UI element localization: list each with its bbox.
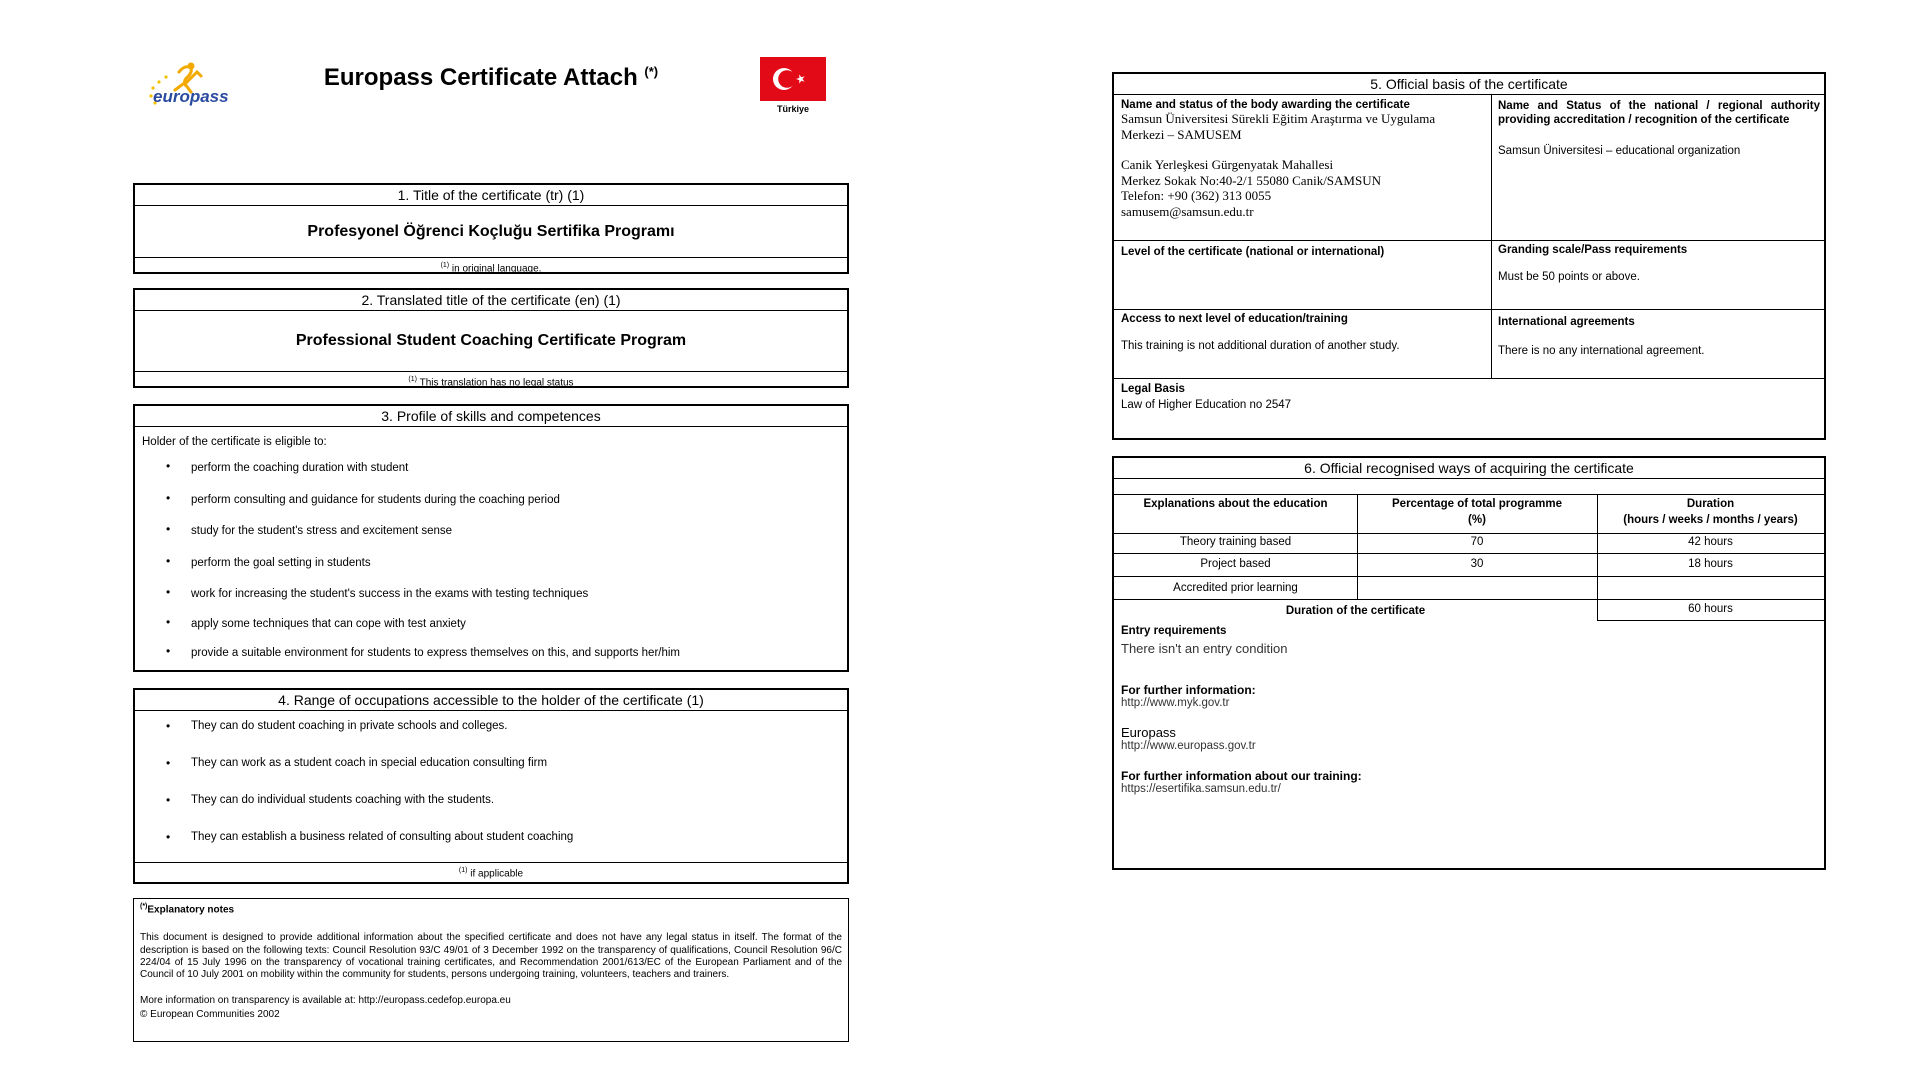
entry-requirements-label: Entry requirements — [1121, 625, 1227, 637]
footnote-mark: (1) — [408, 376, 417, 383]
access-label: Access to next level of education/training — [1121, 313, 1348, 325]
table-cell-percentage: 30 — [1470, 558, 1484, 570]
country-name: Türkiye — [776, 104, 809, 114]
awarding-body-name-line2: Merkezi – SAMUSEM — [1121, 126, 1242, 142]
list-item: • They can do individual students coaching with the students. — [135, 793, 847, 830]
notes-heading — [140, 903, 842, 915]
table-cell-duration: 18 hours — [1688, 558, 1733, 570]
notes-more-info: More information on transparency is available at: http://europass.cedefop.europa.eu — [140, 994, 511, 1006]
list-item: • provide a suitable environment for students to express themselves on this, and supports her/him — [135, 644, 847, 674]
agreements-label: International agreements — [1498, 316, 1635, 328]
section-footnote — [135, 257, 847, 275]
awarding-body-label: Name and status of the body awarding the certificate — [1121, 99, 1410, 111]
title-footnote-mark: (*) — [644, 64, 659, 79]
column-header-explanation: Explanations about the education — [1143, 498, 1328, 510]
legal-basis-cell — [1121, 383, 1821, 411]
list-item: • apply some techniques that can cope with test anxiety — [135, 615, 847, 645]
europass-info — [1121, 725, 1821, 752]
total-duration-value: 60 hours — [1688, 603, 1733, 615]
section-footnote — [135, 371, 847, 389]
section-original-title — [133, 183, 849, 274]
address-line1: Canik Yerleşkesi Gürgenyatak Mahallesi — [1121, 157, 1334, 172]
table-cell-percentage: 70 — [1470, 536, 1484, 548]
original-title: Profesyonel Öğrenci Koçluğu Sertifika Programı — [307, 223, 675, 240]
notes-heading-text: Explanatory notes — [147, 904, 235, 916]
section-heading: 4. Range of occupations accessible to the holder of the certificate (1) — [135, 690, 847, 711]
column-header-percentage — [1357, 496, 1597, 528]
copyright: © European Communities 2002 — [140, 1008, 280, 1020]
footnote-mark: (1) — [458, 867, 468, 874]
occupations-list — [135, 711, 847, 862]
column-header-line: (%) — [1468, 514, 1486, 526]
section-heading: 6. Official recognised ways of acquiring the certificate — [1114, 458, 1824, 479]
email: samusem@samsun.edu.tr — [1121, 203, 1254, 219]
table-cell-explanation: Accredited prior learning — [1173, 582, 1298, 594]
skills-intro: Holder of the certificate is eligible to: — [142, 436, 327, 448]
level-cell — [1121, 246, 1486, 258]
training-info-link[interactable]: https://esertifika.samsun.edu.tr/ — [1121, 783, 1281, 795]
further-info — [1121, 683, 1821, 709]
list-item: • perform the coaching duration with student — [135, 459, 847, 491]
column-header-duration — [1597, 496, 1824, 528]
divider — [1114, 378, 1824, 379]
section-official-basis — [1112, 72, 1826, 440]
europass-link[interactable]: http://www.europass.gov.tr — [1121, 740, 1256, 752]
authority-label: Name and Status of the national / regional authority providing accreditation / recognition of the certificate — [1498, 100, 1820, 126]
column-header-line: (hours / weeks / months / years) — [1623, 514, 1798, 526]
access-value: This training is not additional duration of another study. — [1121, 340, 1400, 352]
divider — [1114, 576, 1824, 577]
grading-label: Granding scale/Pass requirements — [1498, 244, 1688, 256]
list-item: • work for increasing the student's success in the exams with testing techniques — [135, 585, 847, 615]
divider — [1491, 95, 1492, 378]
section-heading: 3. Profile of skills and competences — [135, 406, 847, 427]
section-acquiring-ways — [1112, 456, 1826, 870]
table-cell-explanation: Project based — [1200, 558, 1271, 570]
footnote-text: This translation has no legal status — [416, 377, 574, 389]
document-header — [133, 52, 849, 130]
access-cell — [1121, 313, 1486, 352]
further-info-link[interactable]: http://www.myk.gov.tr — [1121, 697, 1230, 709]
section-heading: 5. Official basis of the certificate — [1114, 74, 1824, 95]
footnote-text: if applicable — [467, 868, 524, 880]
explanatory-notes — [133, 898, 849, 1042]
list-item: • They can work as a student coach in special education consulting firm — [135, 756, 847, 793]
divider — [1114, 553, 1824, 554]
agreements-cell — [1498, 316, 1820, 357]
table-cell-explanation: Theory training based — [1179, 536, 1292, 548]
total-duration-label: Duration of the certificate — [1285, 605, 1426, 617]
training-info-label: For further information about our training: — [1121, 769, 1362, 783]
training-info — [1121, 769, 1821, 795]
entry-requirements — [1121, 625, 1821, 656]
table-cell-duration: 42 hours — [1688, 536, 1733, 548]
agreements-value: There is no any international agreement. — [1498, 345, 1705, 357]
section-heading: 1. Title of the certificate (tr) (1) — [135, 185, 847, 206]
certificate-attach-page — [133, 52, 849, 1020]
list-item: • They can establish a business related of consulting about student coaching — [135, 830, 847, 867]
entry-requirements-value: There isn't an entry condition — [1121, 641, 1288, 656]
legal-basis-value: Law of Higher Education no 2547 — [1121, 399, 1292, 411]
column-header-line: Duration — [1686, 498, 1735, 510]
divider — [1597, 620, 1824, 621]
section-translated-title — [133, 288, 849, 388]
skills-list — [135, 459, 847, 674]
notes-body: This document is designed to provide additional information about the specified certificate and does not have any legal status in itself. The format of the description is based on the following texts: Council Resolution 93/C 49/01 of 3 December 1992 on the transparency of qualifications, Council Resolution 96/C 224/04 of 15 July 1996 on the transparency of vocational training certificates, and Recommendation 2001/613/EC of the European Parliament and of the Council of 10 July 2001 on mobility within the community for students, persons undergoing training, volunteers, teachers and trainers. — [140, 932, 842, 981]
list-item: • study for the student's stress and excitement sense — [135, 522, 847, 554]
turkey-flag-icon — [760, 57, 826, 101]
level-label: Level of the certificate (national or international) — [1121, 246, 1385, 258]
awarding-body-cell — [1121, 99, 1486, 219]
phone: Telefon: +90 (362) 313 0055 — [1121, 188, 1272, 203]
country-flag — [760, 57, 826, 114]
list-item: • perform the goal setting in students — [135, 554, 847, 586]
translated-title: Professional Student Coaching Certificate Program — [295, 332, 687, 349]
list-item: • perform consulting and guidance for students during the coaching period — [135, 491, 847, 523]
footnote-mark: (1) — [440, 262, 450, 269]
authority-cell — [1498, 99, 1820, 157]
document-title — [133, 64, 849, 92]
grading-cell — [1498, 244, 1820, 283]
awarding-body-name-line1: Samsun Üniversitesi Sürekli Eğitim Araştırma ve Uygulama — [1121, 111, 1436, 126]
divider — [1114, 240, 1824, 241]
legal-basis-label: Legal Basis — [1121, 383, 1185, 395]
grading-value: Must be 50 points or above. — [1498, 271, 1640, 283]
divider — [1114, 309, 1824, 310]
divider — [1114, 533, 1824, 534]
divider — [1114, 599, 1824, 600]
notes-mark: (*) — [140, 903, 148, 910]
section-skills-profile — [133, 404, 849, 672]
section-occupations — [133, 688, 849, 884]
address-line2: Merkez Sokak No:40-2/1 55080 Canik/SAMSUN — [1121, 172, 1381, 188]
section-heading: 2. Translated title of the certificate (en) (1) — [135, 290, 847, 311]
list-item: • They can do student coaching in private schools and colleges. — [135, 719, 847, 756]
logo-text: europass — [153, 87, 229, 106]
document-title-text: Europass Certificate Attach — [323, 64, 638, 91]
further-info-label: For further information: — [1121, 683, 1256, 697]
divider — [1114, 494, 1824, 495]
footnote-text: in original language. — [449, 263, 542, 275]
authority-value: Samsun Üniversitesi – educational organization — [1498, 145, 1741, 157]
europass-label: Europass — [1121, 725, 1176, 740]
column-header-line: Percentage of total programme — [1392, 498, 1562, 510]
